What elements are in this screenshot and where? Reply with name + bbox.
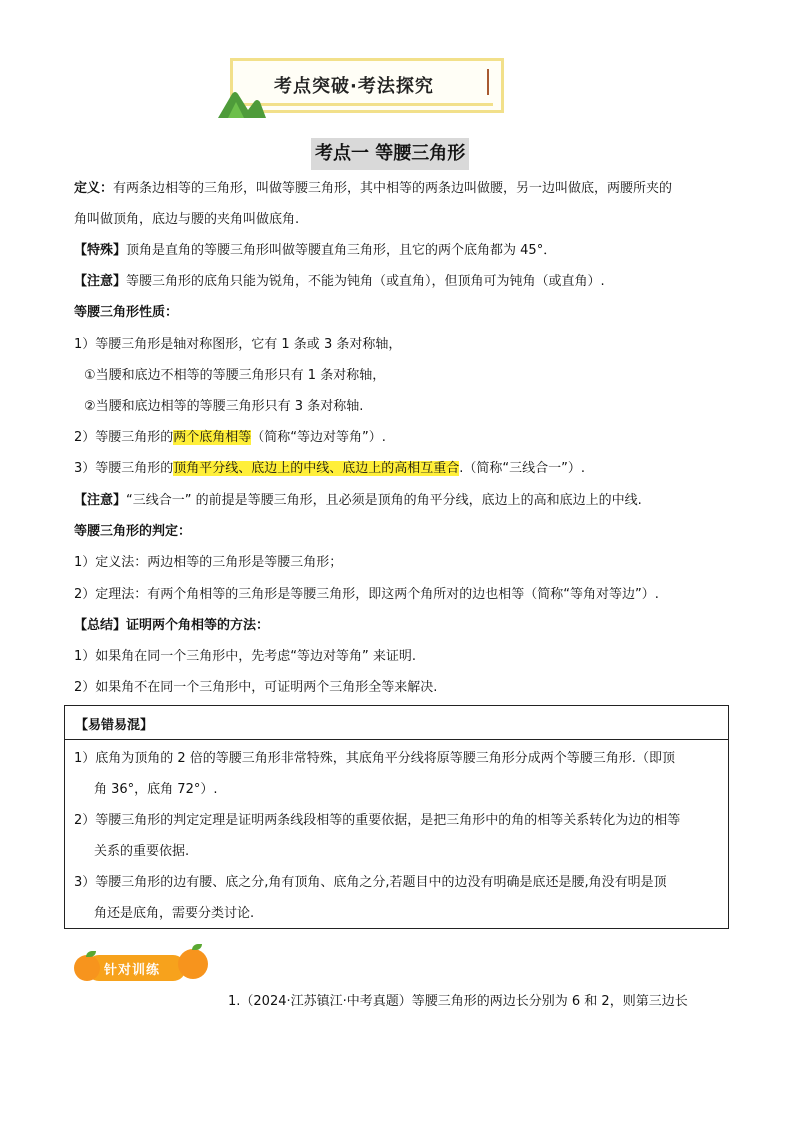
summary-label: 【总结】 (74, 618, 127, 633)
mistake-3-line-1: 3）等腰三角形的边有腰、底之分,角有顶角、底角之分,若题目中的边没有明确是底还是腰,角没有明是顶 (74, 875, 667, 890)
judgement-heading: 等腰三角形的判定： (74, 524, 192, 539)
note-box-header-row (65, 706, 728, 740)
summary-1: 1）如果角在同一个三角形中，先考虑“等边对等角” 来证明. (74, 649, 417, 664)
practice-badge (74, 943, 209, 985)
property-2 (74, 429, 386, 447)
orange-icon (178, 949, 208, 979)
special-label: 【特殊】 (74, 243, 127, 258)
summary-text: 证明两个角相等的方法： (126, 618, 270, 633)
banner-accent-mark (487, 69, 489, 95)
definition-text: 有两条边相等的三角形，叫做等腰三角形，其中相等的两条边叫做腰，另一边叫做底，两腰所夹的 (113, 181, 673, 196)
orange-icon (74, 955, 100, 981)
note-text-2: “三线合一” 的前提是等腰三角形，且必须是顶角的角平分线，底边上的高和底边上的中线. (126, 493, 642, 508)
section-banner (218, 56, 508, 118)
section-title: 考点一 等腰三角形 (311, 138, 469, 170)
note-label-2: 【注意】 (74, 493, 127, 508)
mistake-1-line-2: 角 36°，底角 72°）. (94, 782, 218, 797)
mistake-3-line-2: 角还是底角，需要分类讨论. (94, 906, 255, 921)
special-text: 顶角是直角的等腰三角形叫做等腰直角三角形，且它的两个底角都为 45°． (126, 243, 557, 258)
common-mistakes-box (64, 705, 729, 929)
mistake-1-line-1: 1）底角为顶角的 2 倍的等腰三角形非常特殊，其底角平分线将原等腰三角形分成两个等腰三角形.（即顶 (74, 751, 675, 766)
property-2-suffix: （简称“等边对等角”）. (251, 430, 386, 445)
property-2-prefix: 2）等腰三角形的 (74, 430, 174, 445)
definition-line-1 (74, 180, 672, 198)
property-1a: ①当腰和底边不相等的等腰三角形只有 1 条对称轴， (84, 368, 386, 383)
leaf-icon (192, 944, 202, 950)
judgement-1: 1）定义法：两边相等的三角形是等腰三角形； (74, 555, 343, 570)
mistake-2-line-2: 关系的重要依据. (94, 844, 190, 859)
badge-label: 针对训练 (104, 963, 161, 978)
summary-line (74, 617, 269, 635)
summary-2: 2）如果角不在同一个三角形中，可证明两个三角形全等来解决. (74, 680, 438, 695)
special-line (74, 242, 556, 260)
banner-title: 考点突破·考法探究 (274, 76, 434, 97)
property-1b: ②当腰和底边相等的等腰三角形只有 3 条对称轴. (84, 399, 364, 414)
note-text-1: 等腰三角形的底角只能为锐角，不能为钝角（或直角），但顶角可为钝角（或直角）. (126, 274, 605, 289)
definition-label: 定义： (74, 181, 114, 196)
property-3 (74, 460, 585, 478)
definition-line-2: 角叫做顶角，底边与腰的夹角叫做底角. (74, 212, 300, 227)
property-1: 1）等腰三角形是轴对称图形，它有 1 条或 3 条对称轴， (74, 337, 402, 352)
judgement-2: 2）定理法：有两个角相等的三角形是等腰三角形，即这两个角所对的边也相等（简称“等角对等边”）. (74, 587, 659, 602)
mistake-2-line-1: 2）等腰三角形的判定定理是证明两条线段相等的重要依据，是把三角形中的角的相等关系转化为边的相等 (74, 813, 681, 828)
note-label-1: 【注意】 (74, 274, 127, 289)
highlight-three-lines: 顶角平分线、底边上的中线、底边上的高相互重合 (173, 461, 460, 476)
question-1: 1.（2024·江苏镇江·中考真题）等腰三角形的两边长分别为 6 和 2，则第三边长 (228, 994, 688, 1009)
mountain-icon (218, 88, 266, 118)
note-line-1 (74, 273, 605, 291)
note-box-header: 【易错易混】 (75, 718, 154, 733)
note-line-2 (74, 492, 642, 510)
property-3-prefix: 3）等腰三角形的 (74, 461, 174, 476)
property-3-suffix: .（简称“三线合一”）. (459, 461, 586, 476)
highlight-base-angles: 两个底角相等 (173, 430, 252, 445)
properties-heading: 等腰三角形性质： (74, 305, 179, 320)
